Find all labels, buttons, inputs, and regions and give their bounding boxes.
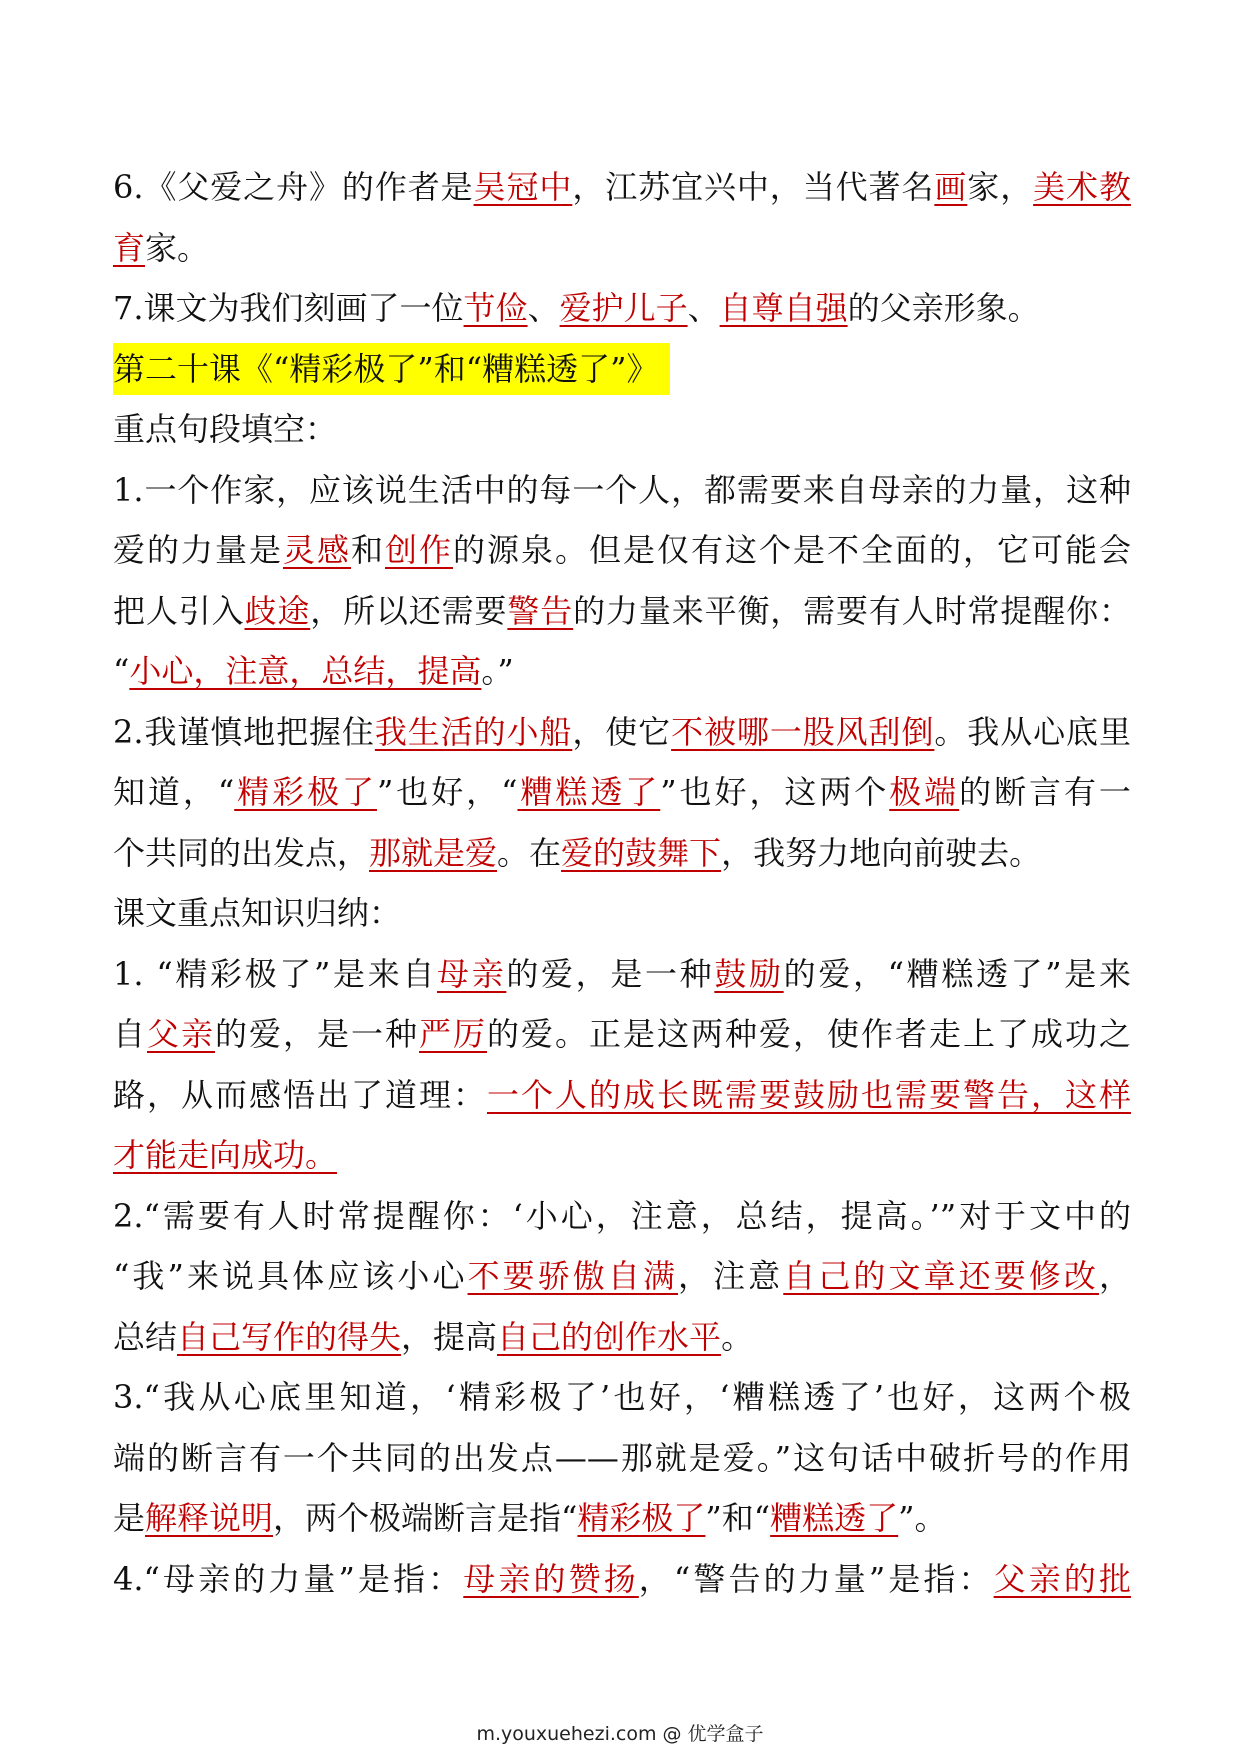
- body-text: 个共同的出发点，: [113, 833, 370, 872]
- answer-text: 吴冠中: [473, 168, 573, 206]
- body-text: 知道，“: [113, 773, 235, 811]
- body-text: 家。: [145, 228, 210, 267]
- footer-watermark: m.youxuehezi.com @ 优学盒子: [476, 1723, 764, 1745]
- body-text: 的断言有一: [959, 773, 1131, 811]
- body-text: ，注意: [678, 1257, 784, 1295]
- body-text: 把人引入: [113, 591, 245, 630]
- body-text: ”和“: [705, 1499, 771, 1537]
- body-text: 课文重点知识归纳：: [113, 894, 402, 932]
- text-line: [113, 762, 1131, 823]
- body-text: 重点句段填空：: [113, 410, 338, 448]
- body-text: 端的断言有一个共同的出发点——那就是爱。”这句话中破折号的作用: [113, 1438, 1131, 1477]
- text-line: [113, 157, 1131, 218]
- answer-text: 母亲: [437, 954, 507, 993]
- body-text: 的爱，“糟糕透了”是来: [783, 954, 1131, 993]
- body-text: 的爱，是一种: [506, 954, 715, 993]
- body-text: 和: [351, 531, 385, 569]
- answer-text: 精彩极了: [234, 773, 377, 811]
- body-text: 1. “精彩极了”是来自: [113, 954, 438, 993]
- body-text: ，使它: [572, 712, 672, 751]
- lesson-heading-line: [113, 339, 1131, 400]
- answer-text: 我生活的小船: [374, 712, 573, 751]
- body-text: 。我从心底里: [934, 712, 1131, 751]
- text-line: [113, 581, 1131, 642]
- text-line: [113, 218, 1131, 279]
- answer-text: 爱的鼓舞下: [561, 833, 722, 872]
- body-text: 第二十课《“精彩极了”和“糟糕透了”》: [113, 349, 659, 388]
- answer-text: 小心，注意，总结，提高: [129, 652, 482, 690]
- answer-text: 自尊自强: [719, 289, 848, 327]
- body-text: ”也好，这两个: [660, 773, 890, 811]
- body-text: ，“警告的力量”是指：: [638, 1559, 994, 1598]
- body-text: 6.《父爱之舟》的作者是: [113, 168, 474, 206]
- answer-text: 母亲的赞扬: [463, 1559, 639, 1598]
- body-text: 的爱，是一种: [215, 1015, 419, 1053]
- answer-text: 创作: [385, 531, 453, 569]
- body-text: ”。: [898, 1499, 947, 1537]
- body-text: ，: [1098, 1257, 1131, 1295]
- answer-text: 严厉: [418, 1015, 487, 1053]
- text-line: [113, 702, 1131, 763]
- body-text: 的力量来平衡，需要有人时常提醒你：: [573, 591, 1131, 630]
- document-body: [113, 157, 1131, 1609]
- text-line: [113, 1549, 1131, 1610]
- text-line: [113, 520, 1131, 581]
- answer-text: 不要骄傲自满: [467, 1257, 679, 1295]
- body-text: “我”来说具体应该小心: [113, 1257, 468, 1295]
- answer-text: 自己写作的得失: [177, 1317, 402, 1356]
- body-text: 、: [527, 289, 560, 327]
- answer-text: 才能走向成功。: [113, 1136, 338, 1174]
- answer-text: 灵感: [283, 531, 351, 569]
- answer-text: 自己的文章还要修改: [783, 1257, 1099, 1295]
- heading-highlight: [113, 343, 670, 395]
- answer-text: 警告: [507, 591, 574, 630]
- answer-text: 不被哪一股风刮倒: [671, 712, 935, 751]
- text-line: [113, 1246, 1131, 1307]
- text-line: [113, 1367, 1131, 1428]
- body-text: 3.“我从心底里知道，‘精彩极了’也好，‘糟糕透了’也好，这两个极: [113, 1378, 1131, 1416]
- answer-text: 节俭: [463, 289, 528, 327]
- text-line: [113, 399, 1131, 460]
- text-line: [113, 823, 1131, 884]
- body-text: 。: [721, 1317, 754, 1356]
- body-text: 7.课文为我们刻画了一位: [113, 289, 464, 327]
- body-text: ，两个极端断言是指“: [273, 1499, 578, 1537]
- body-text: 。在: [497, 833, 562, 872]
- answer-text: 歧途: [244, 591, 311, 630]
- text-line: [113, 944, 1131, 1005]
- body-text: 。”: [481, 652, 514, 690]
- answer-text: 画: [934, 168, 968, 206]
- text-line: [113, 460, 1131, 521]
- body-text: ，所以还需要: [310, 591, 508, 630]
- body-text: ，提高: [401, 1317, 498, 1356]
- answer-text: 爱护儿子: [559, 289, 688, 327]
- text-line: [113, 1004, 1131, 1065]
- answer-text: 糟糕透了: [770, 1499, 899, 1537]
- answer-text: 父亲: [147, 1015, 215, 1053]
- text-line: [113, 883, 1131, 944]
- body-text: 自: [113, 1015, 147, 1053]
- body-text: “: [113, 652, 130, 690]
- body-text: 路，从而感悟出了道理：: [113, 1075, 487, 1114]
- body-text: 4.“母亲的力量”是指：: [113, 1559, 464, 1598]
- answer-text: 极端: [889, 773, 960, 811]
- body-text: ，我努力地向前驶去。: [721, 833, 1042, 872]
- body-text: 的父亲形象。: [847, 289, 1040, 327]
- answer-text: 美术教: [1033, 168, 1131, 206]
- body-text: 1.一个作家，应该说生活中的每一个人，都需要来自母亲的力量，这种: [113, 470, 1131, 509]
- body-text: 总结: [113, 1317, 178, 1356]
- text-line: [113, 1186, 1131, 1247]
- text-line: [113, 1065, 1131, 1126]
- answer-text: 解释说明: [145, 1499, 274, 1537]
- body-text: ”也好，“: [376, 773, 518, 811]
- text-line: [113, 1125, 1131, 1186]
- body-text: ，江苏宜兴中，当代著名: [572, 168, 935, 206]
- answer-text: 父亲的批: [993, 1559, 1131, 1598]
- body-text: 爱的力量是: [113, 531, 283, 569]
- body-text: 的爱。正是这两种爱，使作者走上了成功之: [486, 1015, 1131, 1053]
- text-line: [113, 278, 1131, 339]
- body-text: 的源泉。但是仅有这个是不全面的，它可能会: [453, 531, 1131, 569]
- answer-text: 精彩极了: [577, 1499, 706, 1537]
- text-line: [113, 1428, 1131, 1489]
- body-text: 2.“需要有人时常提醒你：‘小心，注意，总结，提高。’”对于文中的: [113, 1196, 1131, 1235]
- body-text: 是: [113, 1499, 146, 1537]
- body-text: 家，: [967, 168, 1034, 206]
- text-line: [113, 1307, 1131, 1368]
- answer-text: 糟糕透了: [517, 773, 661, 811]
- answer-text: 自己的创作水平: [497, 1317, 722, 1356]
- body-text: 、: [687, 289, 720, 327]
- answer-text: 那就是爱: [369, 833, 498, 872]
- text-line: [113, 641, 1131, 702]
- text-line: [113, 1488, 1131, 1549]
- answer-text: 鼓励: [714, 954, 784, 993]
- body-text: 2.我谨慎地把握住: [113, 712, 375, 751]
- answer-text: 一个人的成长既需要鼓励也需要警告，这样: [487, 1075, 1131, 1114]
- answer-text: 育: [113, 228, 146, 267]
